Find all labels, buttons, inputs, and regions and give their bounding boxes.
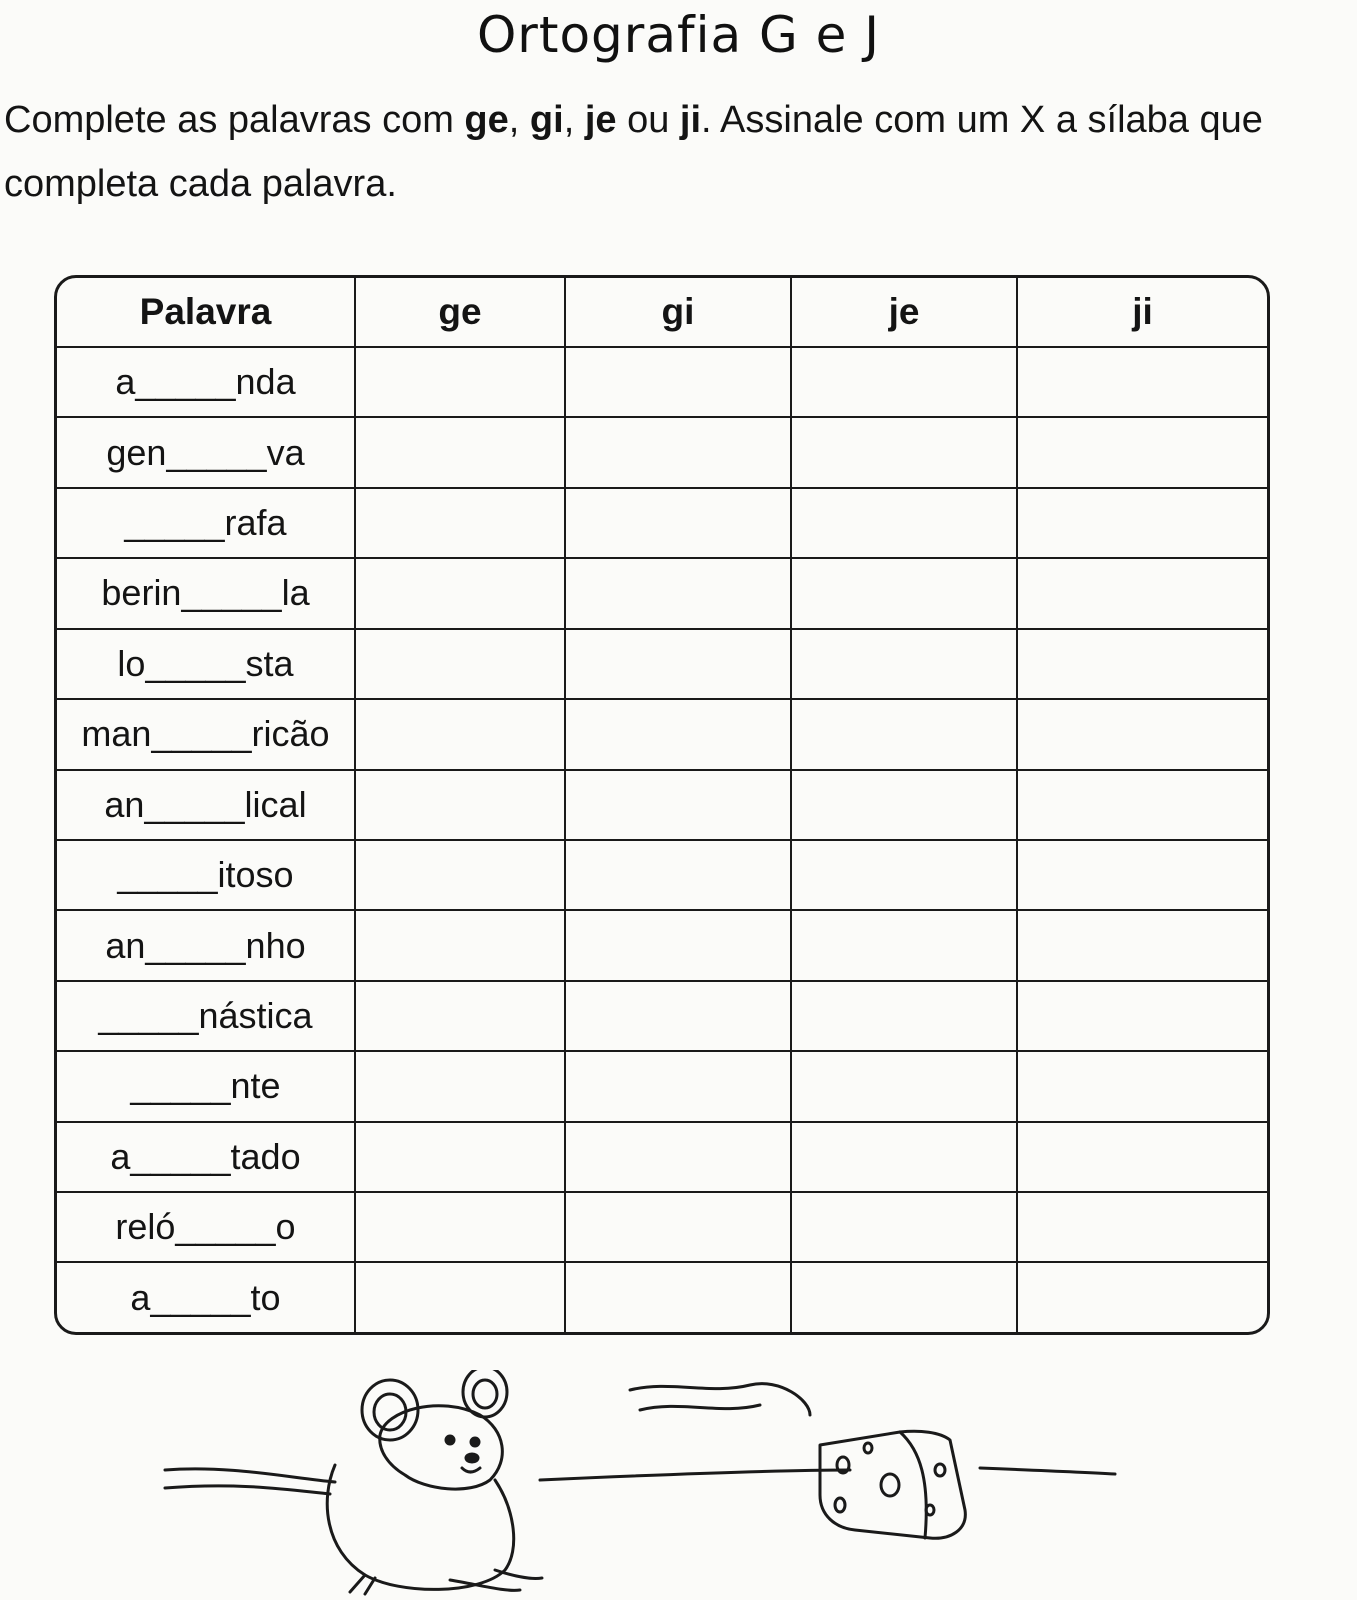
checkbox-cell-ge[interactable] (355, 629, 565, 699)
checkbox-cell-je[interactable] (791, 910, 1017, 980)
table-row (57, 1051, 1267, 1121)
checkbox-cell-ji[interactable] (1017, 1192, 1267, 1262)
word-cell: _____nástica (57, 981, 355, 1051)
word-cell: reló_____o (57, 1192, 355, 1262)
checkbox-cell-je[interactable] (791, 699, 1017, 769)
checkbox-cell-gi[interactable] (565, 699, 791, 769)
checkbox-cell-ji[interactable] (1017, 629, 1267, 699)
table-row (57, 488, 1267, 558)
checkbox-cell-je[interactable] (791, 1192, 1017, 1262)
word-cell: _____nte (57, 1051, 355, 1121)
separator: ou (616, 99, 680, 141)
checkbox-cell-gi[interactable] (565, 1122, 791, 1192)
instructions (4, 88, 1344, 216)
word-cell: a_____tado (57, 1122, 355, 1192)
checkbox-cell-ji[interactable] (1017, 347, 1267, 417)
checkbox-cell-gi[interactable] (565, 1262, 791, 1332)
checkbox-cell-ge[interactable] (355, 699, 565, 769)
checkbox-cell-ge[interactable] (355, 910, 565, 980)
checkbox-cell-je[interactable] (791, 981, 1017, 1051)
checkbox-cell-je[interactable] (791, 558, 1017, 628)
word-cell: man_____ricão (57, 699, 355, 769)
checkbox-cell-ji[interactable] (1017, 910, 1267, 980)
table-row (57, 629, 1267, 699)
word-cell: berin_____la (57, 558, 355, 628)
checkbox-cell-je[interactable] (791, 417, 1017, 487)
table-row (57, 699, 1267, 769)
checkbox-cell-ge[interactable] (355, 488, 565, 558)
table-row (57, 347, 1267, 417)
mouse-and-cheese-illustration (150, 1370, 1160, 1600)
checkbox-cell-ji[interactable] (1017, 417, 1267, 487)
checkbox-cell-je[interactable] (791, 1262, 1017, 1332)
word-cell: a_____to (57, 1262, 355, 1332)
checkbox-cell-ji[interactable] (1017, 1122, 1267, 1192)
header-je: je (791, 278, 1017, 347)
header-palavra: Palavra (57, 278, 355, 347)
checkbox-cell-gi[interactable] (565, 629, 791, 699)
word-cell: an_____nho (57, 910, 355, 980)
checkbox-cell-je[interactable] (791, 770, 1017, 840)
checkbox-cell-gi[interactable] (565, 770, 791, 840)
instructions-text: . Assinale com um X a sílaba que completa cada palavra. (4, 99, 1263, 205)
checkbox-cell-ge[interactable] (355, 1192, 565, 1262)
separator: , (563, 99, 585, 141)
checkbox-cell-ge[interactable] (355, 1122, 565, 1192)
checkbox-cell-ge[interactable] (355, 840, 565, 910)
table-row (57, 1262, 1267, 1332)
checkbox-cell-ge[interactable] (355, 770, 565, 840)
checkbox-cell-gi[interactable] (565, 347, 791, 417)
table-header-row (57, 278, 1267, 347)
table-row (57, 417, 1267, 487)
syllable-ge: ge (464, 99, 509, 141)
checkbox-cell-ge[interactable] (355, 417, 565, 487)
checkbox-cell-je[interactable] (791, 840, 1017, 910)
table-row (57, 910, 1267, 980)
word-cell: _____rafa (57, 488, 355, 558)
table-row (57, 1192, 1267, 1262)
checkbox-cell-ji[interactable] (1017, 840, 1267, 910)
syllable-gi: gi (529, 99, 564, 141)
word-cell: _____itoso (57, 840, 355, 910)
checkbox-cell-ji[interactable] (1017, 1051, 1267, 1121)
table-row (57, 558, 1267, 628)
syllable-ji: ji (679, 99, 702, 141)
table-row (57, 840, 1267, 910)
table-row (57, 770, 1267, 840)
checkbox-cell-ge[interactable] (355, 347, 565, 417)
table-row (57, 981, 1267, 1051)
syllable-je: je (584, 99, 617, 141)
checkbox-cell-je[interactable] (791, 1051, 1017, 1121)
word-cell: lo_____sta (57, 629, 355, 699)
checkbox-cell-ji[interactable] (1017, 981, 1267, 1051)
instructions-text: Complete as palavras com (4, 99, 465, 141)
checkbox-cell-gi[interactable] (565, 1192, 791, 1262)
checkbox-cell-je[interactable] (791, 1122, 1017, 1192)
checkbox-cell-ge[interactable] (355, 558, 565, 628)
worksheet-title: Ortografia G e J (476, 6, 881, 64)
checkbox-cell-ji[interactable] (1017, 558, 1267, 628)
checkbox-cell-ge[interactable] (355, 981, 565, 1051)
checkbox-cell-je[interactable] (791, 347, 1017, 417)
answer-table (54, 275, 1270, 1335)
checkbox-cell-gi[interactable] (565, 558, 791, 628)
checkbox-cell-gi[interactable] (565, 1051, 791, 1121)
word-cell: an_____lical (57, 770, 355, 840)
checkbox-cell-ji[interactable] (1017, 1262, 1267, 1332)
checkbox-cell-je[interactable] (791, 488, 1017, 558)
header-gi: gi (565, 278, 791, 347)
checkbox-cell-ge[interactable] (355, 1051, 565, 1121)
checkbox-cell-gi[interactable] (565, 417, 791, 487)
table-row (57, 1122, 1267, 1192)
checkbox-cell-gi[interactable] (565, 840, 791, 910)
checkbox-cell-gi[interactable] (565, 981, 791, 1051)
checkbox-cell-je[interactable] (791, 629, 1017, 699)
checkbox-cell-ji[interactable] (1017, 488, 1267, 558)
checkbox-cell-gi[interactable] (565, 488, 791, 558)
word-cell: a_____nda (57, 347, 355, 417)
checkbox-cell-ji[interactable] (1017, 770, 1267, 840)
checkbox-cell-ji[interactable] (1017, 699, 1267, 769)
checkbox-cell-gi[interactable] (565, 910, 791, 980)
header-ge: ge (355, 278, 565, 347)
word-cell: gen_____va (57, 417, 355, 487)
header-ji: ji (1017, 278, 1267, 347)
checkbox-cell-ge[interactable] (355, 1262, 565, 1332)
separator: , (508, 99, 530, 141)
